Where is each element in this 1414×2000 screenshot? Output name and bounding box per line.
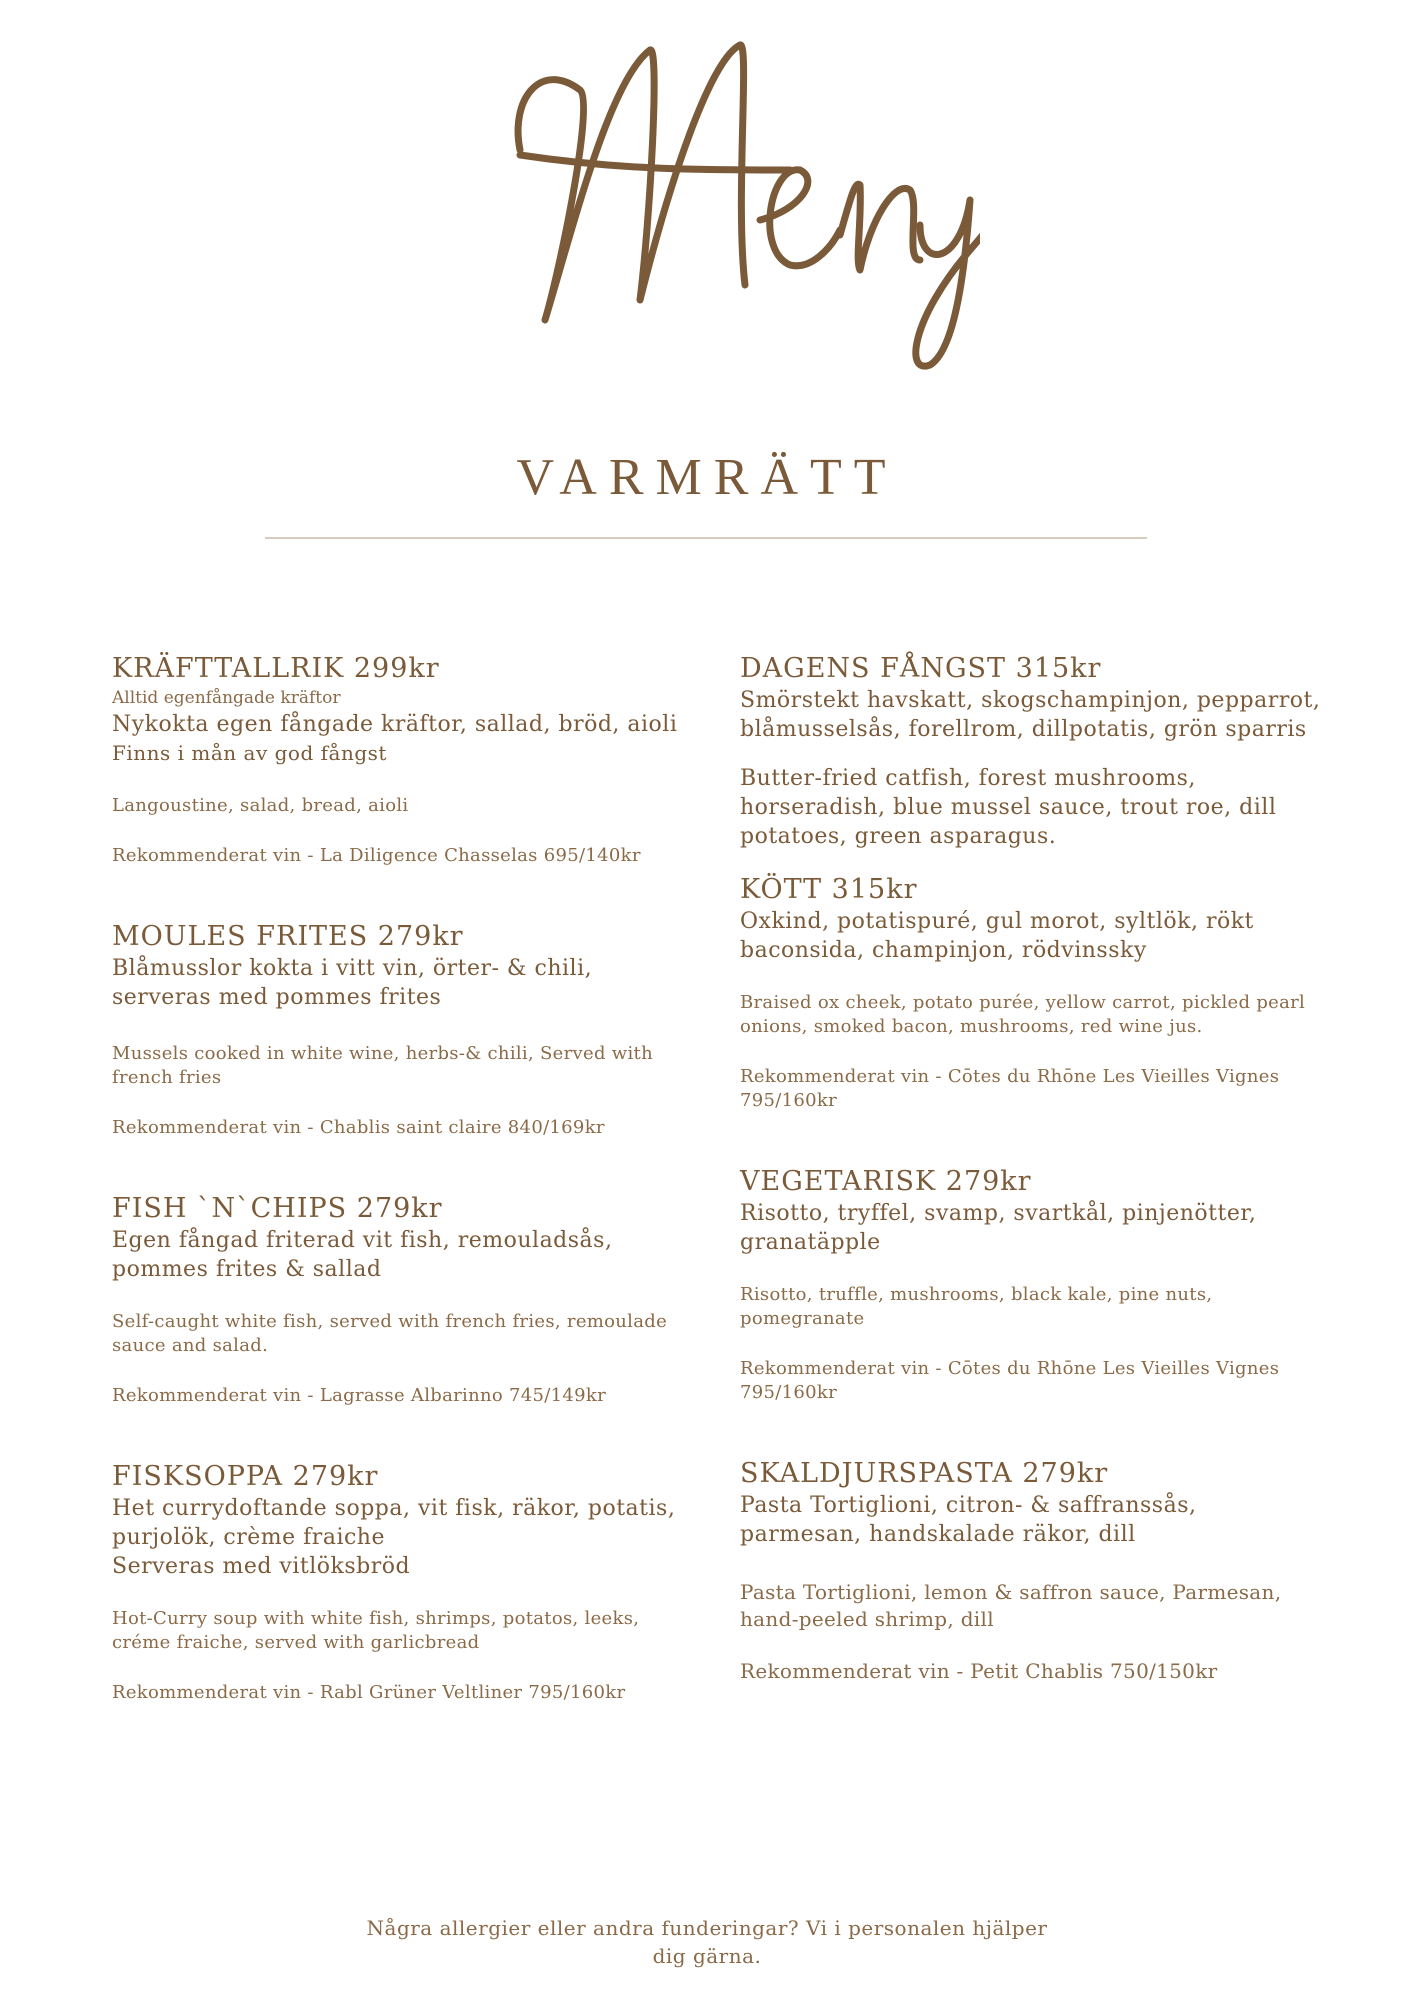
item-description: Egen fångad friterad vit fish, remouladsås, pommes frites & sallad	[112, 1228, 613, 1282]
item-title: KRÄFTTALLRIK 299kr	[112, 653, 440, 684]
item-english: Langoustine, salad, bread, aioli	[112, 795, 409, 816]
item-english: Pasta Tortiglioni, lemon & saffron sauce, Parmesan, hand-peeled shrimp, dill	[740, 1580, 1282, 1631]
item-note-2: Finns i mån av god fångst	[112, 741, 387, 765]
menu-item-dagens-fangst	[740, 652, 1340, 851]
section-title: VARMRÄTT	[516, 449, 898, 506]
item-title: DAGENS FÅNGST 315kr	[740, 653, 1102, 684]
item-description: Pasta Tortiglioni, citron- & saffranssås, parmesan, handskalade räkor, dill	[740, 1493, 1197, 1547]
section-divider	[265, 537, 1147, 539]
item-wine: Rekommenderat vin - Lagrasse Albarinno 745/149kr	[112, 1385, 607, 1406]
menu-item-vegetarisk	[740, 1165, 1340, 1405]
item-wine: Rekommenderat vin - Cōtes du Rhōne Les Vieilles Vignes 795/160kr	[740, 1066, 1280, 1111]
item-description: Het currydoftande soppa, vit fisk, räkor, potatis, purjolök, crème fraiche	[112, 1496, 676, 1550]
item-wine: Rekommenderat vin - La Diligence Chasselas 695/140kr	[112, 845, 641, 866]
item-title: KÖTT 315kr	[740, 874, 918, 905]
item-english: Mussels cooked in white wine, herbs-& chili, Served with french fries	[112, 1043, 653, 1088]
item-english: Risotto, truffle, mushrooms, black kale, pine nuts, pomegranate	[740, 1284, 1213, 1329]
left-column	[112, 652, 712, 1705]
meny-script-logo	[500, 20, 980, 380]
item-description-2: Serveras med vitlöksbröd	[112, 1554, 411, 1579]
right-column	[740, 652, 1340, 1683]
item-wine: Rekommenderat vin - Rabl Grüner Veltliner 795/160kr	[112, 1682, 626, 1703]
item-english: Hot-Curry soup with white fish, shrimps, potatos, leeks, créme fraiche, served with garlicbread	[112, 1608, 640, 1653]
item-title: SKALDJURSPASTA 279kr	[740, 1458, 1109, 1489]
menu-item-kott	[740, 873, 1340, 1113]
item-english: Braised ox cheek, potato purée, yellow carrot, pickled pearl onions, smoked bacon, mushrooms, red wine jus.	[740, 992, 1306, 1037]
menu-item-fish-n-chips	[112, 1192, 712, 1408]
item-note: Alltid egenfångade kräftor	[112, 688, 341, 708]
item-description: Oxkind, potatispuré, gul morot, syltlök, rökt baconsida, champinjon, rödvinssky	[740, 909, 1254, 963]
menu-item-skaldjurspasta	[740, 1457, 1340, 1683]
item-description: Blåmusslor kokta i vitt vin, örter- & chili, serveras med pommes frites	[112, 956, 593, 1010]
item-description: Nykokta egen fångade kräftor, sallad, bröd, aioli	[112, 712, 678, 737]
menu-item-krafttallrik	[112, 652, 712, 868]
item-title: FISKSOPPA 279kr	[112, 1461, 379, 1492]
allergy-footer: Några allergier eller andra funderingar? Vi i personalen hjälper dig gärna.	[366, 1916, 1048, 1968]
menu-item-fisksoppa	[112, 1460, 712, 1705]
item-title: FISH `N`CHIPS 279kr	[112, 1193, 443, 1224]
item-wine: Rekommenderat vin - Petit Chablis 750/150kr	[740, 1659, 1218, 1683]
item-description: Risotto, tryffel, svamp, svartkål, pinjenötter, granatäpple	[740, 1201, 1257, 1255]
item-wine: Rekommenderat vin - Cōtes du Rhōne Les Vieilles Vignes 795/160kr	[740, 1358, 1280, 1403]
menu-item-moules-frites	[112, 920, 712, 1140]
item-english: Self-caught white fish, served with french fries, remoulade sauce and salad.	[112, 1311, 668, 1356]
item-wine: Rekommenderat vin - Chablis saint claire 840/169kr	[112, 1117, 605, 1138]
item-title: MOULES FRITES 279kr	[112, 921, 464, 952]
item-description: Smörstekt havskatt, skogschampinjon, pepparrot, blåmusselsås, forellrom, dillpotatis, grön sparris	[740, 688, 1321, 742]
item-english: Butter-fried catfish, forest mushrooms, horseradish, blue mussel sauce, trout roe, dill potatoes, green asparagus.	[740, 766, 1277, 849]
item-title: VEGETARISK 279kr	[740, 1166, 1032, 1197]
